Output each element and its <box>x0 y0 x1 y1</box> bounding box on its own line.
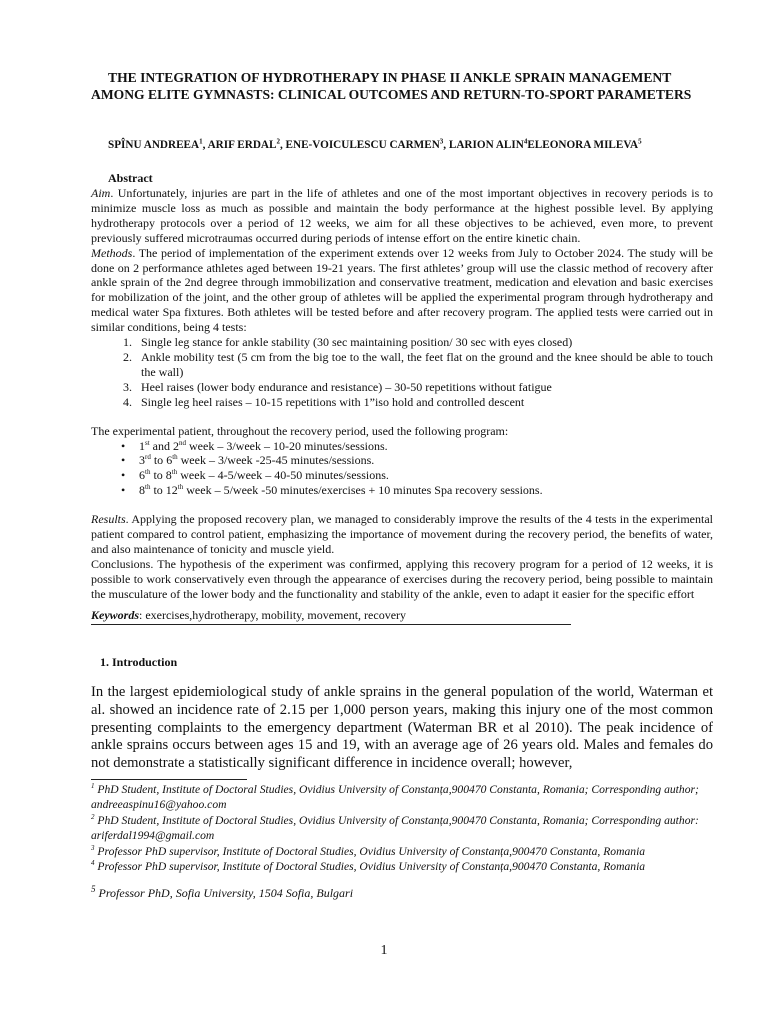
footnotes <box>91 782 713 902</box>
footnote-divider <box>91 779 247 780</box>
footnote: $^1$ PhD Student, Institute of Doctoral Studies, Ovidius University of Constanța,900470 Constanta, Romania; Corresponding author; andreeaspinu16@yahoo.com <box>91 782 699 812</box>
list-item: • 1st and 2nd week – 3/week – 10-20 minutes/sessions. <box>139 439 713 454</box>
list-item: • 8th to 12th week – 5/week -50 minutes/exercises + 10 minutes Spa recovery sessions. <box>139 483 713 498</box>
abstract-conclusions: Conclusions. The hypothesis of the experiment was confirmed, applying this recovery program for a period of 12 weeks, it is possible to work conservatively even through the appearance of exercises during the recovery period, being possible to maintain the musculature of the lower body and the functionality and stability of the ankle, even to adapt it easier for the specific effort <box>91 556 713 601</box>
author-list <box>108 139 728 151</box>
abstract-results: Results. Applying the proposed recovery plan, we managed to considerably improve the results of the 4 tests in the experimental patient compared to control patient, emphasizing the importance of movement during the recovery period, the benefits of water, and also maintenance of tonicity and muscle yield. <box>91 512 713 556</box>
tests-list <box>91 335 713 410</box>
footnote: $^3$ Professor PhD supervisor, Institute of Doctoral Studies, Ovidius University of Constanța,900470 Constanta, Romania <box>91 843 646 858</box>
program-intro: The experimental patient, throughout the recovery period, used the following program: <box>91 423 509 438</box>
abstract-methods: Methods. The period of implementation of the experiment extends over 12 weeks from July to October 2024. The study will be done on 2 performance athletes aged between 19-21 years. The first athletes’ group will use the classic method of recovery after ankle sprain of the 2nd degree through immobilization and conservative treatment, medication and elevation and basic exercises for mobilization of the joint, and the other group of athletes will be applied the experimental program through hydrotherapy and medical water Spa fixtures. Both athletes will be tested before and after recovery program. The applied tests were carried out in similar conditions, being 4 tests: <box>91 245 713 335</box>
footnote: $^4$ Professor PhD supervisor, Institute of Doctoral Studies, Ovidius University of Constanța,900470 Constanta, Romania <box>91 859 646 874</box>
footnote: $^5$ Professor PhD, Sofia University, 1504 Sofia, Bulgari <box>91 884 354 901</box>
abstract-body <box>91 186 713 602</box>
paper-title-text: THE INTEGRATION OF HYDROTHERAPY IN PHASE II ANKLE SPRAIN MANAGEMENT AMONG ELITE GYMNASTS: CLINICAL OUTCOMES AND RETURN-TO-SPORT PARAMETERS <box>91 70 692 102</box>
list-item: 1. Single leg stance for ankle stability (30 sec maintaining position/ 30 sec with eyes closed) <box>135 335 713 350</box>
list-item: 2. Ankle mobility test (5 cm from the big toe to the wall, the feet flat on the ground and the knee should be able to touch the wall) <box>135 350 713 380</box>
section-heading: 1. Introduction <box>100 655 178 669</box>
keywords-text: : exercises,hydrotherapy, mobility, movement, recovery <box>139 608 407 622</box>
author: ARIF ERDAL$^2$, <box>207 137 286 151</box>
page-number: 1 <box>380 943 388 958</box>
author: ENE-VOICULESCU CARMEN$^3$, <box>285 137 449 151</box>
author: ELEONORA MILEVA$^5$ <box>527 137 642 151</box>
list-item: • 3rd to 6th week – 3/week -25-45 minutes/sessions. <box>139 453 713 468</box>
footnote: $^2$ PhD Student, Institute of Doctoral Studies, Ovidius University of Constanța,900470 Constanta, Romania; Corresponding author: ariferdal1994@gmail.com <box>91 812 699 843</box>
keywords-line <box>91 608 571 625</box>
abstract-heading: Abstract <box>108 171 153 185</box>
introduction-paragraph: In the largest epidemiological study of ankle sprains in the general population of the world, Waterman et al. showed an incidence rate of 2.15 per 1,000 person years, making this injury one of the most common presenting complaints to the emergency department (Waterman BR et al 2010). The peak incidence of ankle sprains occurs between ages 15 and 19, with an average age of 26 years old. Males and females do not demonstrate a statistically significant difference in incidence overall; however, <box>91 684 713 772</box>
paper-title <box>91 69 711 103</box>
author: LARION ALIN$^4$ <box>448 137 528 151</box>
author: SPÎNU ANDREEA$^1$, <box>108 137 208 151</box>
list-item: • 6th to 8th week – 4-5/week – 40-50 minutes/sessions. <box>139 468 713 483</box>
abstract-aim: Aim. Unfortunately, injuries are part in the life of athletes and one of the most important objectives in recovery periods is to minimize muscle loss as much as possible and maintain the body performance at the highest possible level. By applying hydrotherapy protocols over a period of 12 weeks, we aim for all these objectives to be achieved, even more, to prevent previously suffered microtraumas occurred during periods of intense effort on the entire kinetic chain. <box>91 186 713 245</box>
list-item: 4. Single leg heel raises – 10-15 repetitions with 1”iso hold and controlled descent <box>135 395 713 410</box>
keywords-label: Keywords <box>91 608 139 622</box>
program-list <box>91 439 713 499</box>
list-item: 3. Heel raises (lower body endurance and resistance) – 30-50 repetitions without fatigue <box>135 380 713 395</box>
